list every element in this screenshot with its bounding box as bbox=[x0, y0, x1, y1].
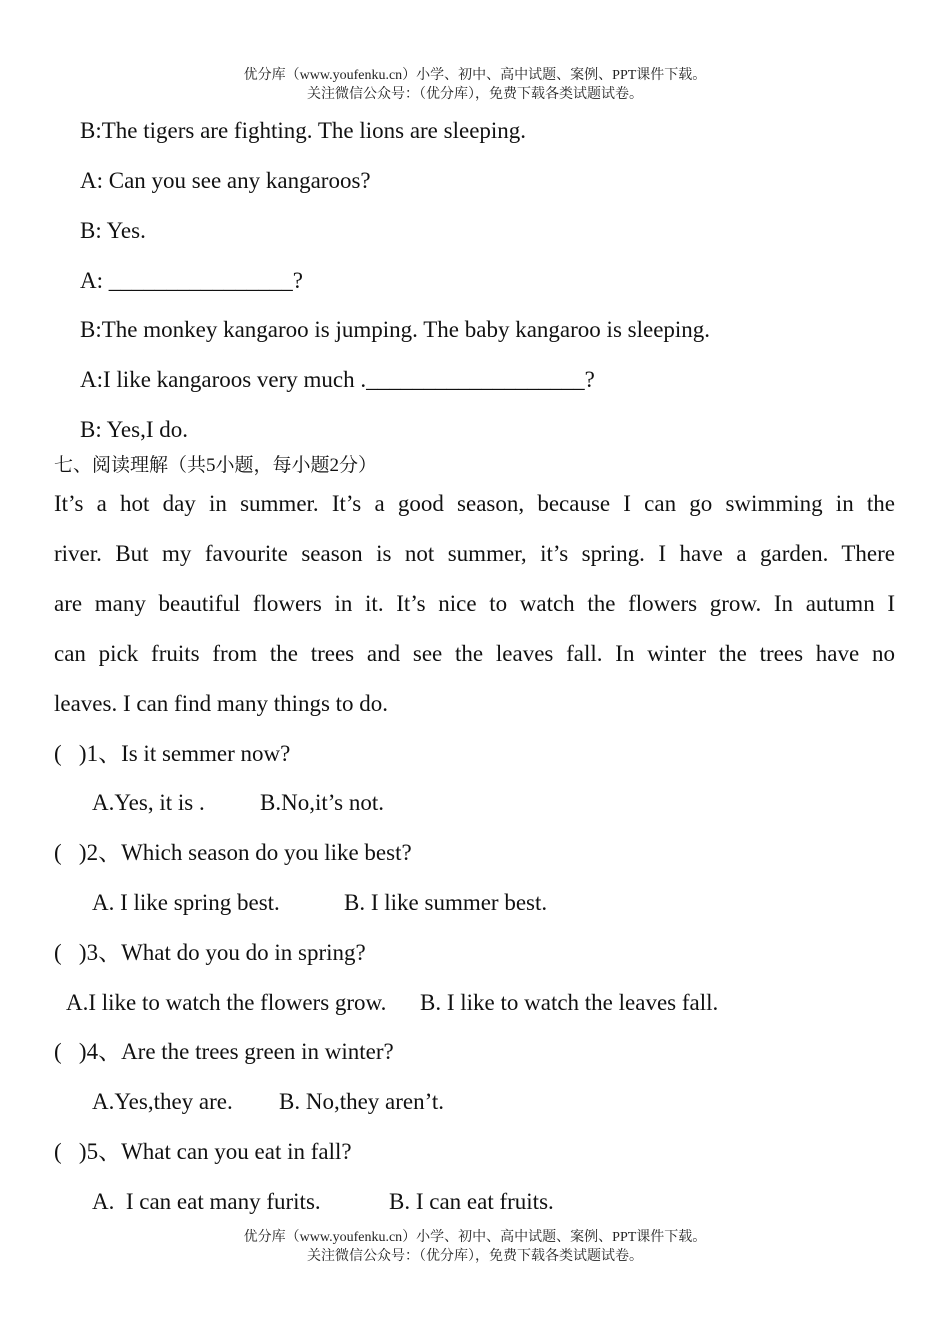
header-line-2: 关注微信公众号：（优分库），免费下载各类试题试卷。 bbox=[307, 87, 643, 102]
dialogue-line: A: ________________? bbox=[80, 268, 303, 293]
footer-line-2: 关注微信公众号：（优分库），免费下载各类试题试卷。 bbox=[307, 1249, 643, 1264]
dialogue-line: A:I like kangaroos very much .___________________? bbox=[80, 367, 595, 392]
dialogue-line: B:The tigers are fighting. The lions are sleeping. bbox=[80, 118, 527, 143]
question-1: ( )1、Is it semmer now? bbox=[54, 741, 291, 766]
dialogue-line: B:The monkey kangaroo is jumping. The baby kangaroo is sleeping. bbox=[80, 317, 711, 342]
option-a: A.Yes,they are. bbox=[92, 1089, 233, 1114]
question-2: ( )2、Which season do you like best? bbox=[54, 840, 412, 865]
page-footer bbox=[0, 1228, 950, 1266]
option-b: B. I like to watch the leaves fall. bbox=[420, 990, 719, 1015]
header-line-1: 优分库（www.youfenku.cn）小学、初中、高中试题、案例、PPT课件下载。 bbox=[243, 68, 707, 83]
option-b: B. No,they aren’t. bbox=[279, 1089, 445, 1114]
option-a: A.Yes, it is . bbox=[92, 790, 205, 815]
option-b: B.No,it’s not. bbox=[260, 790, 384, 815]
dialogue-line: A: Can you see any kangaroos? bbox=[80, 168, 371, 193]
option-b: B. I can eat fruits. bbox=[389, 1189, 554, 1214]
question-4: ( )4、Are the trees green in winter? bbox=[54, 1039, 394, 1064]
page-header bbox=[0, 66, 950, 104]
passage-line: It’s a hot day in summer. It’s a good season, because I can go swimming in the bbox=[54, 491, 895, 516]
passage-line: leaves. I can find many things to do. bbox=[54, 691, 389, 716]
question-3: ( )3、What do you do in spring? bbox=[54, 940, 366, 965]
passage-line: are many beautiful flowers in it. It’s nice to watch the flowers grow. In autumn I bbox=[54, 591, 895, 616]
option-b: B. I like summer best. bbox=[344, 890, 548, 915]
option-a: A. I like spring best. bbox=[92, 890, 280, 915]
dialogue-line: B: Yes. bbox=[80, 218, 146, 243]
option-a: A. I can eat many furits. bbox=[92, 1189, 321, 1214]
question-5: ( )5、What can you eat in fall? bbox=[54, 1139, 352, 1164]
dialogue-line: B: Yes,I do. bbox=[80, 417, 189, 442]
passage-line: can pick fruits from the trees and see the leaves fall. In winter the trees have no bbox=[54, 641, 895, 666]
option-a: A.I like to watch the flowers grow. bbox=[66, 990, 387, 1015]
section-title: 七、阅读理解（共5小题，每小题2分） bbox=[54, 455, 378, 476]
passage-line: river. But my favourite season is not summer, it’s spring. I have a garden. There bbox=[54, 541, 895, 566]
footer-line-1: 优分库（www.youfenku.cn）小学、初中、高中试题、案例、PPT课件下载。 bbox=[243, 1230, 707, 1245]
